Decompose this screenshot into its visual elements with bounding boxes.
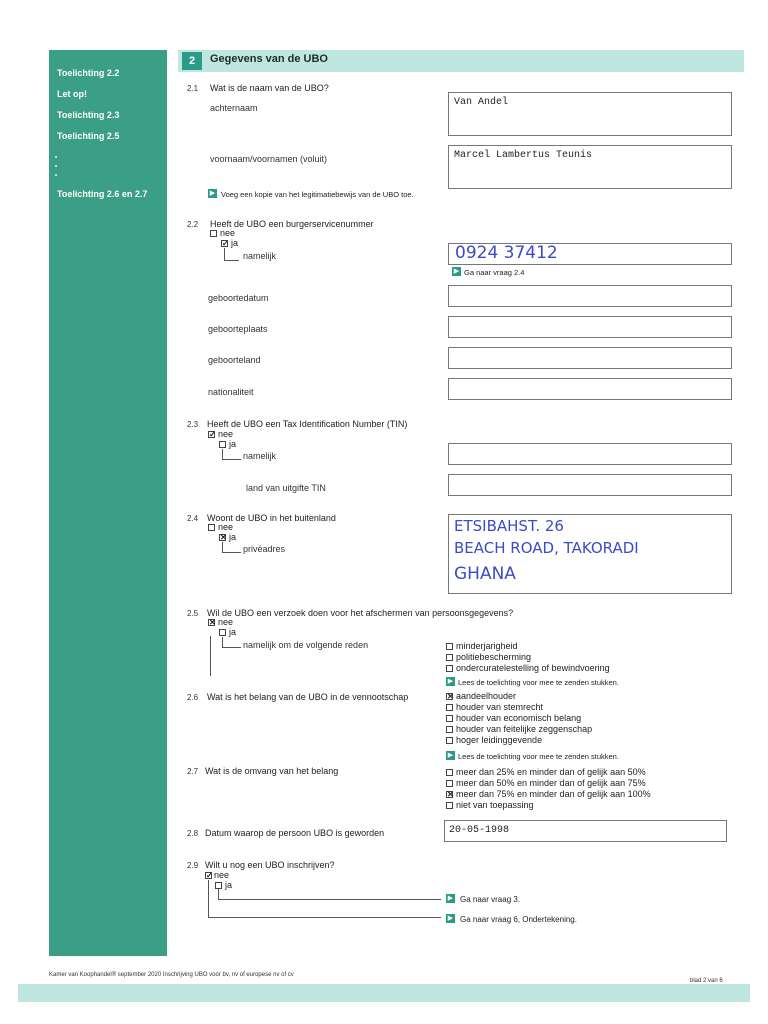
sidebar-heading: Toelichting 2.3 bbox=[57, 110, 120, 120]
tree-connector bbox=[222, 449, 241, 460]
arrow-right-icon: ▶ bbox=[447, 678, 454, 685]
namelijk-label: namelijk bbox=[243, 251, 277, 261]
checkbox-belang[interactable] bbox=[446, 726, 453, 733]
geboorteland-field[interactable] bbox=[448, 347, 732, 369]
option-label: ondercuratelestelling of bewindvoering bbox=[456, 663, 610, 673]
nationaliteit-label: nationaliteit bbox=[208, 387, 254, 397]
question-number: 2.2 bbox=[187, 220, 199, 229]
option-label: ja bbox=[229, 439, 237, 449]
checkbox-belang[interactable] bbox=[446, 704, 453, 711]
option-label: meer dan 75% en minder dan of gelijk aan 100% bbox=[456, 789, 651, 799]
address-line: ETSIBAHST. 26 bbox=[454, 517, 564, 535]
voornaam-label: voornaam/voornamen (voluit) bbox=[210, 154, 328, 164]
read-note: Lees de toelichting voor mee te zenden stukken. bbox=[458, 678, 619, 687]
checkbox-omvang[interactable]: ✕ bbox=[447, 790, 454, 799]
arrow-right-icon: ▶ bbox=[447, 895, 454, 902]
geboortedatum-label: geboortedatum bbox=[208, 293, 269, 303]
sidebar-heading: Toelichting 2.5 bbox=[57, 131, 120, 141]
id-copy-note: Voeg een kopie van het legitimatiebewijs van de UBO toe. bbox=[221, 190, 414, 199]
tree-connector bbox=[222, 542, 241, 553]
bsn-field[interactable] bbox=[448, 243, 732, 265]
question-text: Wat is de omvang van het belang bbox=[205, 766, 339, 776]
tree-connector bbox=[222, 637, 241, 648]
goto-note: Ga naar vraag 6, Ondertekening. bbox=[460, 915, 577, 924]
question-text: Datum waarop de persoon UBO is geworden bbox=[205, 828, 385, 838]
option-label: ja bbox=[231, 238, 239, 248]
section-number: 2 bbox=[182, 52, 202, 70]
option-label: houder van feitelijke zeggenschap bbox=[456, 724, 593, 734]
question-text: Woont de UBO in het buitenland bbox=[207, 513, 336, 523]
question-text: Wat is het belang van de UBO in de vennootschap bbox=[207, 692, 409, 702]
section-title: Gegevens van de UBO bbox=[210, 53, 328, 65]
question-number: 2.5 bbox=[187, 609, 199, 618]
priveadres-label: privéadres bbox=[243, 544, 286, 554]
tree-connector bbox=[208, 880, 441, 918]
checkbox-reason[interactable] bbox=[446, 654, 453, 661]
tin-field[interactable] bbox=[448, 443, 732, 465]
sidebar-list bbox=[57, 152, 161, 179]
option-label: ja bbox=[225, 880, 233, 890]
sidebar-list-item bbox=[65, 170, 161, 179]
tree-connector bbox=[224, 248, 239, 261]
arrow-right-icon: ▶ bbox=[447, 752, 454, 759]
checkbox-belang[interactable] bbox=[446, 715, 453, 722]
voornaam-value: Marcel Lambertus Teunis bbox=[454, 150, 593, 161]
achternaam-field[interactable] bbox=[448, 92, 732, 136]
checkbox-reason[interactable] bbox=[446, 643, 453, 650]
ubo-date-value: 20-05-1998 bbox=[449, 825, 510, 836]
checkbox-ja[interactable]: ✓ bbox=[222, 239, 229, 248]
arrow-right-icon: ▶ bbox=[209, 190, 216, 197]
sidebar-heading: Toelichting 2.2 bbox=[57, 68, 120, 78]
question-number: 2.1 bbox=[187, 84, 199, 93]
checkbox-omvang[interactable] bbox=[446, 769, 453, 776]
address-line: GHANA bbox=[454, 564, 516, 584]
geboorteplaats-label: geboorteplaats bbox=[208, 324, 268, 334]
option-label: houder van stemrecht bbox=[456, 702, 544, 712]
voornaam-field[interactable] bbox=[448, 145, 732, 189]
sidebar-list-item bbox=[65, 161, 161, 170]
tree-connector bbox=[210, 636, 211, 676]
goto-note: Ga naar vraag 2.4 bbox=[464, 268, 525, 277]
geboorteland-label: geboorteland bbox=[208, 355, 261, 365]
checkbox-nee[interactable] bbox=[208, 524, 215, 531]
option-label: hoger leidinggevende bbox=[456, 735, 543, 745]
checkbox-reason[interactable] bbox=[446, 665, 453, 672]
footer-text: Kamer van Koophandel® september 2020 Inschrijving UBO voor bv, nv of europese nv of cv bbox=[49, 972, 294, 978]
page-number: blad 2 van 6 bbox=[690, 978, 723, 984]
option-label: houder van economisch belang bbox=[456, 713, 582, 723]
option-label: aandeelhouder bbox=[456, 691, 517, 701]
option-label: meer dan 50% en minder dan of gelijk aan 75% bbox=[456, 778, 646, 788]
geboorteplaats-field[interactable] bbox=[448, 316, 732, 338]
option-label: ja bbox=[229, 627, 237, 637]
sidebar-explanations bbox=[49, 50, 167, 956]
question-number: 2.3 bbox=[187, 420, 199, 429]
priveadres-field[interactable] bbox=[448, 514, 732, 594]
option-label: nee bbox=[220, 228, 236, 238]
sidebar-heading: Toelichting 2.6 en 2.7 bbox=[57, 189, 148, 199]
bottom-band bbox=[18, 984, 750, 1002]
option-label: nee bbox=[218, 429, 234, 439]
checkbox-ja[interactable] bbox=[219, 629, 226, 636]
nationaliteit-field[interactable] bbox=[448, 378, 732, 400]
checkbox-omvang[interactable] bbox=[446, 780, 453, 787]
arrow-right-icon: ▶ bbox=[447, 915, 454, 922]
question-number: 2.4 bbox=[187, 514, 199, 523]
option-label: nee bbox=[218, 617, 234, 627]
bsn-value: 0924 37412 bbox=[455, 243, 558, 263]
ubo-date-field[interactable] bbox=[444, 820, 727, 842]
namelijk-label: namelijk om de volgende reden bbox=[243, 640, 369, 650]
question-text: Heeft de UBO een Tax Identification Number (TIN) bbox=[207, 419, 408, 429]
question-text: Wat is de naam van de UBO? bbox=[210, 83, 329, 93]
question-number: 2.8 bbox=[187, 829, 199, 838]
option-label: nee bbox=[218, 522, 234, 532]
checkbox-belang[interactable] bbox=[446, 737, 453, 744]
checkbox-ja[interactable]: ✕ bbox=[220, 533, 227, 542]
question-text: Heeft de UBO een burgerservicenummer bbox=[210, 219, 374, 229]
checkbox-nee[interactable] bbox=[210, 230, 217, 237]
achternaam-label: achternaam bbox=[210, 103, 258, 113]
question-text: Wil de UBO een verzoek doen voor het afschermen van persoonsgegevens? bbox=[207, 608, 514, 618]
option-label: politiebescherming bbox=[456, 652, 532, 662]
checkbox-omvang[interactable] bbox=[446, 802, 453, 809]
geboortedatum-field[interactable] bbox=[448, 285, 732, 307]
achternaam-value: Van Andel bbox=[454, 97, 509, 108]
option-label: meer dan 25% en minder dan of gelijk aan 50% bbox=[456, 767, 646, 777]
sidebar-heading: Let op! bbox=[57, 89, 87, 99]
checkbox-nee[interactable]: ✓ bbox=[209, 430, 216, 439]
goto-note: Ga naar vraag 3. bbox=[460, 895, 521, 904]
address-line: BEACH ROAD, TAKORADI bbox=[454, 539, 639, 557]
question-number: 2.6 bbox=[187, 693, 199, 702]
checkbox-ja[interactable] bbox=[219, 441, 226, 448]
question-number: 2.9 bbox=[187, 861, 199, 870]
read-note: Lees de toelichting voor mee te zenden stukken. bbox=[458, 752, 619, 761]
sidebar-list-item bbox=[65, 152, 161, 161]
option-label: ja bbox=[229, 532, 237, 542]
checkbox-nee[interactable]: ✓ bbox=[206, 871, 213, 880]
checkbox-nee[interactable]: ✕ bbox=[209, 618, 216, 627]
arrow-right-icon: ▶ bbox=[453, 268, 460, 275]
checkbox-belang[interactable]: ✕ bbox=[447, 692, 454, 701]
namelijk-label: namelijk bbox=[243, 451, 277, 461]
tin-land-label: land van uitgifte TIN bbox=[246, 483, 326, 493]
question-number: 2.7 bbox=[187, 767, 199, 776]
tin-land-field[interactable] bbox=[448, 474, 732, 496]
option-label: niet van toepassing bbox=[456, 800, 534, 810]
option-label: nee bbox=[214, 870, 230, 880]
question-text: Wilt u nog een UBO inschrijven? bbox=[205, 860, 335, 870]
option-label: minderjarigheid bbox=[456, 641, 518, 651]
